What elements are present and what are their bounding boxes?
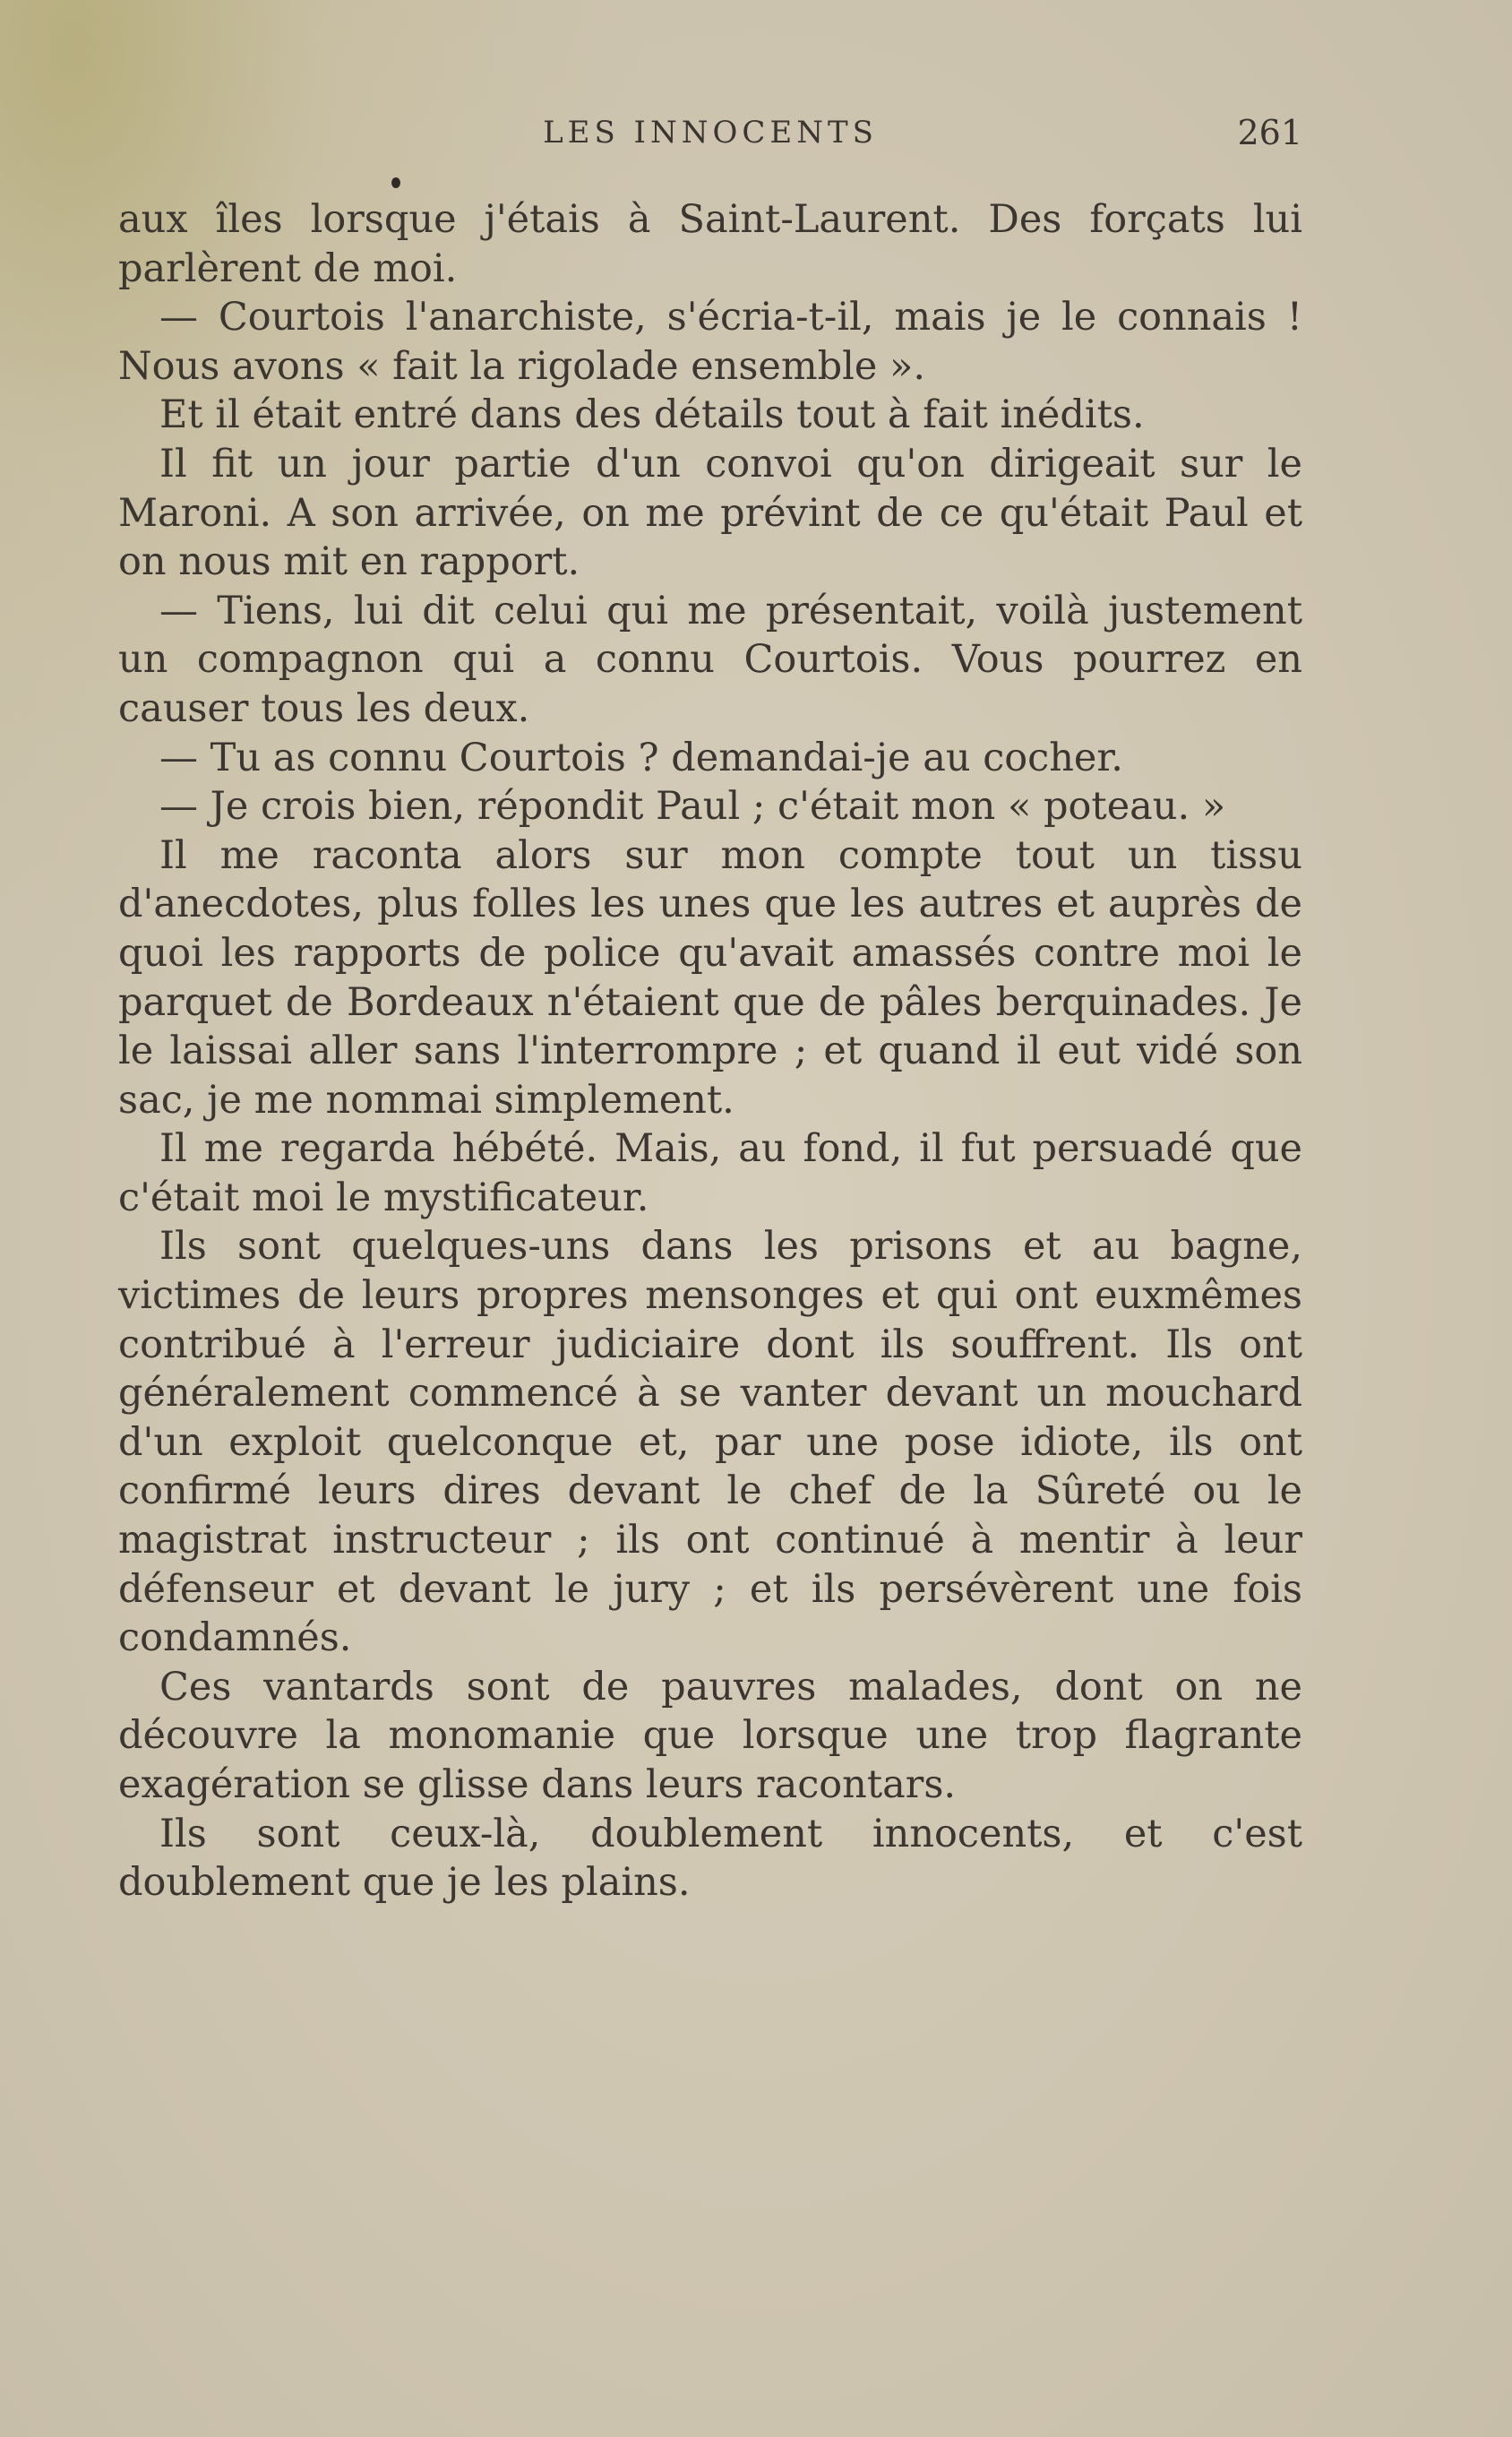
paragraph: Il fit un jour partie d'un convoi qu'on dirigeait sur le Maroni. A son arrivée, on me prévint de ce qu'était Paul et on nous mit en rapport.: [118, 441, 1302, 585]
paragraph: — Tu as connu Courtois ? demandai-je au cocher.: [159, 735, 1123, 780]
paragraph: aux îles lorsque j'étais à Saint-Laurent. Des forçats lui parlèrent de moi.: [118, 197, 1302, 291]
paragraph: Ces vantards sont de pauvres malades, dont on ne découvre la monomanie que lorsque une trop flagrante exagération se glisse dans leurs racontars.: [118, 1664, 1302, 1807]
page-number: 261: [1237, 113, 1302, 152]
paragraph: — Tiens, lui dit celui qui me présentait, voilà justement un compagnon qui a connu Courtois. Vous pourrez en causer tous les deux.: [118, 588, 1302, 731]
ink-dot-mark: [391, 177, 400, 188]
paragraph: Il me raconta alors sur mon compte tout un tissu d'anecdotes, plus folles les unes que les autres et auprès de quoi les rapports de police qu'avait amassés contre moi le parquet de Bordeaux n'étaient que de pâles berquinades. Je le laissai aller sans l'interrompre ; et quand il eut vidé son sac, je me nommai simplement.: [118, 832, 1302, 1123]
running-head: [118, 106, 1302, 159]
paragraph: Et il était entré dans des détails tout à fait inédits.: [159, 392, 1145, 438]
running-title: LES INNOCENTS: [543, 115, 878, 151]
paragraph: — Courtois l'anarchiste, s'écria-t-il, mais je le connais ! Nous avons « fait la rigolade ensemble ».: [118, 295, 1302, 389]
paragraph: Ils sont ceux-là, doublement innocents, et c'est doublement que je les plains.: [118, 1811, 1302, 1906]
paragraph: — Je crois bien, répondit Paul ; c'était mon « poteau. »: [159, 784, 1226, 830]
paragraph: Il me regarda hébété. Mais, au fond, il fut persuadé que c'était moi le mystificateur.: [118, 1126, 1302, 1220]
body-text: [118, 195, 1302, 1907]
paragraph: Ils sont quelques-uns dans les prisons et au bagne, victimes de leurs propres mensonges et qui ont euxmêmes contribué à l'erreur judiciaire dont ils souffrent. Ils ont généralement commencé à se vanter devant un mouchard d'un exploit quelconque et, par une pose idiote, ils ont confirmé leurs dires devant le chef de la Sûreté ou le magistrat instructeur ; ils ont continué à mentir à leur défenseur et devant le jury ; et ils persévèrent une fois condamnés.: [118, 1224, 1302, 1661]
